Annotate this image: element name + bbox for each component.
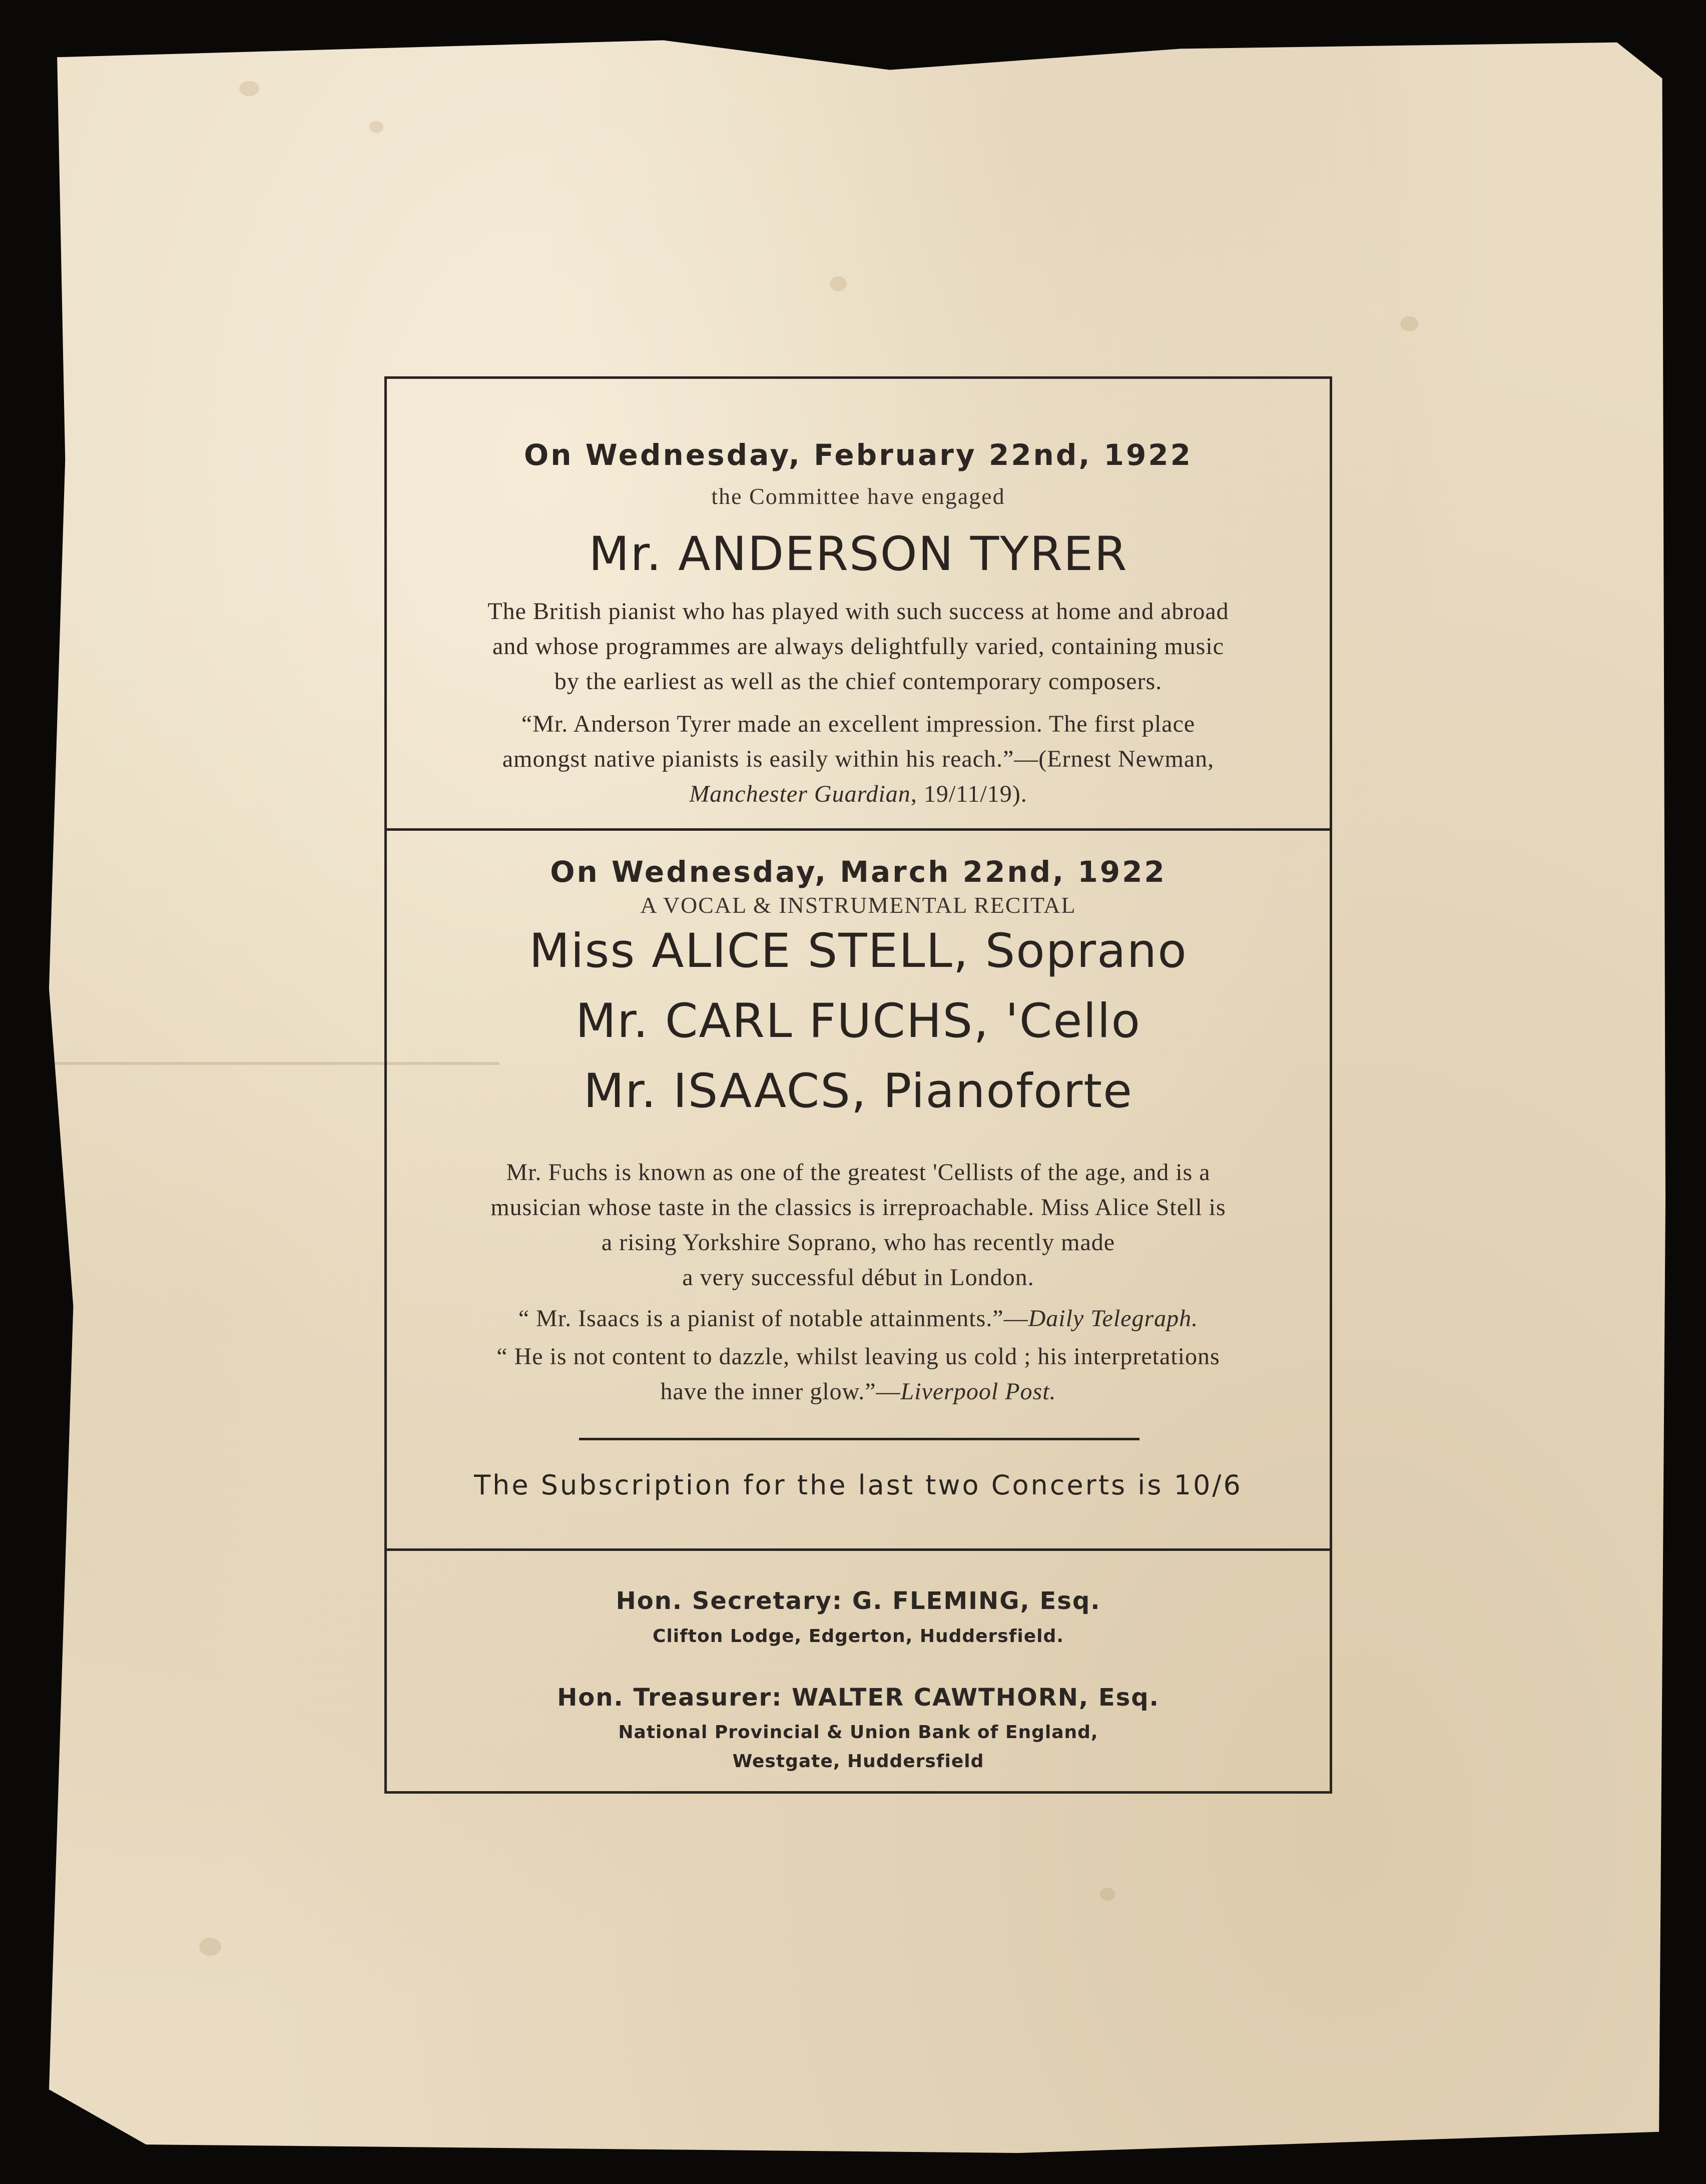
- description-line: a rising Yorkshire Soprano, who has recently made: [601, 1229, 1115, 1256]
- foxing-spot: [830, 276, 847, 291]
- concert2-performer: Mr. CARL FUCHS, 'Cello: [575, 994, 1142, 1048]
- officers-section: [387, 1551, 1330, 1791]
- concert1-intro: the Committee have engaged: [711, 483, 1005, 509]
- concert2-review-quote: [387, 1339, 1330, 1409]
- treasurer-title: Hon. Treasurer: WALTER CAWTHORN, Esq.: [557, 1684, 1160, 1712]
- concert1-date: On Wednesday, February 22nd, 1922: [523, 438, 1193, 472]
- divider-rule: [579, 1438, 1140, 1440]
- concert2-subtitle: A VOCAL & INSTRUMENTAL RECITAL: [640, 892, 1076, 918]
- quote-line: [387, 1374, 1330, 1409]
- description-line: Mr. Fuchs is known as one of the greatest 'Cellists of the age, and is a: [506, 1159, 1211, 1186]
- foxing-spot: [239, 81, 259, 96]
- secretary-address: Clifton Lodge, Edgerton, Huddersfield.: [653, 1626, 1064, 1647]
- quote-attribution: [387, 777, 1330, 812]
- concert1-review-quote: [387, 707, 1330, 812]
- foxing-spot: [1400, 316, 1418, 331]
- programme-notice: [384, 376, 1332, 1794]
- treasurer-address: Westgate, Huddersfield: [732, 1751, 984, 1772]
- description-line: and whose programmes are always delightfully varied, containing music: [492, 633, 1224, 660]
- quote-line: amongst native pianists is easily within his reach.”—(Ernest Newman,: [502, 746, 1215, 772]
- concert2-review-quote: [387, 1301, 1330, 1336]
- subscription-notice: The Subscription for the last two Concerts is 10/6: [474, 1469, 1243, 1501]
- foxing-spot: [199, 1938, 221, 1956]
- description-line: The British pianist who has played with such success at home and abroad: [487, 598, 1229, 625]
- concert2-description: [387, 1155, 1330, 1295]
- foxing-spot: [1100, 1888, 1115, 1901]
- concert2-performer: Mr. ISAACS, Pianoforte: [583, 1064, 1133, 1119]
- concert-february-section: [387, 379, 1330, 831]
- description-line: musician whose taste in the classics is irreproachable. Miss Alice Stell is: [490, 1194, 1226, 1221]
- concert1-performer: Mr. ANDERSON TYRER: [589, 527, 1128, 582]
- secretary-title: Hon. Secretary: G. FLEMING, Esq.: [616, 1587, 1101, 1615]
- description-line: by the earliest as well as the chief contemporary composers.: [554, 668, 1163, 695]
- quote-line: “Mr. Anderson Tyrer made an excellent impression. The first place: [521, 711, 1196, 737]
- foxing-spot: [369, 121, 383, 133]
- concert2-date: On Wednesday, March 22nd, 1922: [550, 855, 1167, 889]
- quote-text: “ Mr. Isaacs is a pianist of notable attainments.”—: [518, 1305, 1028, 1332]
- quote-line: “ He is not content to dazzle, whilst leaving us cold ; his interpretations: [496, 1343, 1220, 1370]
- concert2-performer: Miss ALICE STELL, Soprano: [529, 924, 1188, 978]
- quote-source: Liverpool Post.: [900, 1378, 1056, 1405]
- quote-source: Manchester Guardian: [689, 781, 911, 807]
- description-line: a very successful début in London.: [682, 1264, 1034, 1291]
- concert-march-section: [387, 831, 1330, 1551]
- quote-source: Daily Telegraph.: [1028, 1305, 1199, 1332]
- concert1-description: [387, 594, 1330, 699]
- quote-date: , 19/11/19).: [910, 781, 1027, 807]
- treasurer-address: National Provincial & Union Bank of England,: [618, 1722, 1098, 1743]
- quote-text: have the inner glow.”—: [660, 1378, 901, 1405]
